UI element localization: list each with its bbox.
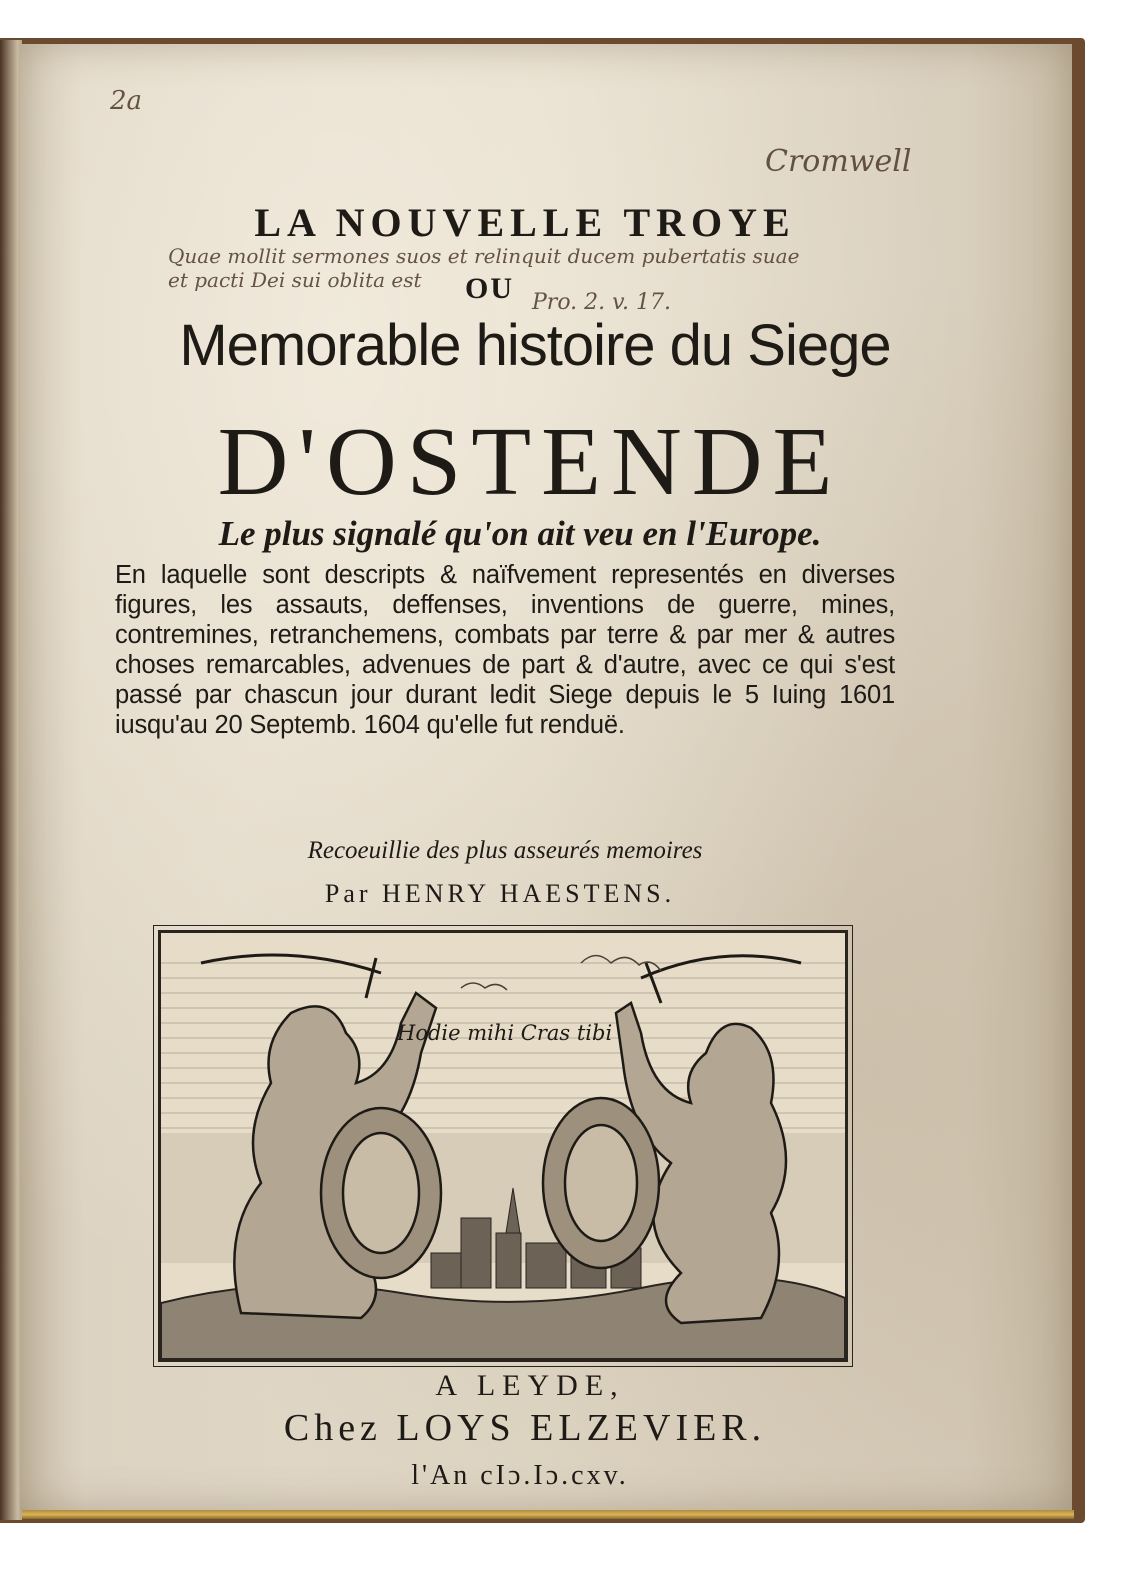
engraving-motto: Hodie mihi Cras tibi: [397, 1021, 613, 1045]
title-ou: OU: [465, 272, 514, 305]
manuscript-owner-name: Cromwell: [765, 144, 912, 179]
manuscript-verse-reference: Pro. 2. v. 17.: [532, 290, 671, 315]
subtitle: Le plus signalé qu'on ait veu en l'Europe.: [218, 514, 822, 553]
description-paragraph: En laquelle sont descripts & naïfvement representés en diverses figures, les assauts, deffenses, inventions de guerre, mines, contremines, retranchemens, combats par terre & par mer & autres choses remarcables, advenues de part & d'autre, avec ce qui s'est passé par chascun jour durant ledit Siege depuis le 5 Iuing 1601 iusqu'au 20 Septemb. 1604 qu'elle fut renduë.: [115, 561, 895, 739]
title-line-2: Memorable histoire du Siege: [179, 313, 891, 378]
manuscript-verse-line-1: Quae mollit sermones suos et relinquit ducem pubertatis suae: [168, 244, 800, 268]
gilt-page-edge: [22, 1510, 1074, 1519]
author-line: Par HENRY HAESTENS.: [324, 879, 676, 908]
title-line-1: LA NOUVELLE TROYE: [254, 200, 796, 245]
engraving-vignette: [158, 930, 848, 1362]
title-page: [20, 44, 1072, 1510]
imprint-year: l'An cIɔ.Iɔ.cxv.: [411, 1460, 629, 1491]
book-spine-edge: [0, 40, 22, 1520]
collected-from-line: Recoeuillie des plus asseurés memoires: [307, 837, 703, 864]
manuscript-corner-mark: 2a: [110, 86, 143, 116]
engraving-illustration: [161, 933, 845, 1359]
manuscript-verse-line-2: et pacti Dei sui oblita est: [168, 268, 422, 292]
imprint-printer: Chez LOYS ELZEVIER.: [283, 1407, 767, 1449]
title-line-3: D'OSTENDE: [217, 408, 843, 516]
imprint-place: A LEYDE,: [435, 1369, 625, 1402]
